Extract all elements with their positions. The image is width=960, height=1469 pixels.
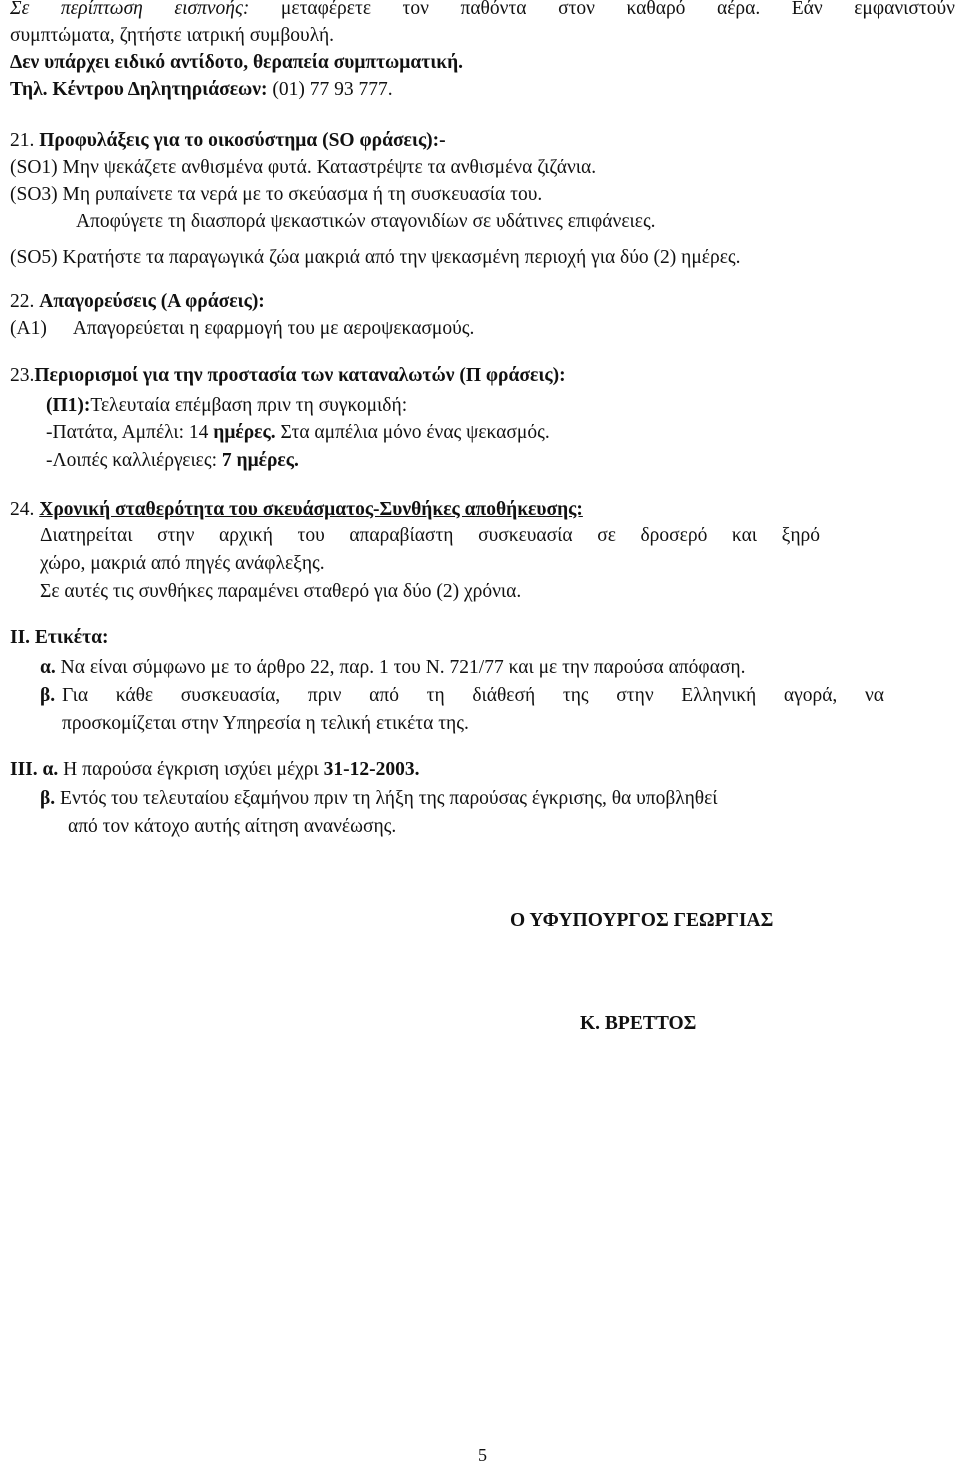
label-item-a-text: Να είναι σύμφωνο με το άρθρο 22, παρ. 1 του Ν. 721/77 και με την παρούσα απόφαση. — [55, 657, 746, 678]
validity-item-a — [10, 756, 420, 784]
label-item-a-mark: α. — [40, 657, 56, 678]
potato-vine-line — [46, 419, 550, 447]
validity-date: 31-12-2003. — [323, 759, 420, 780]
section-24-title: Χρονική σταθερότητα του σκευάσματος-Συνθήκες αποθήκευσης: — [39, 499, 583, 520]
label-item-b-mark: β. — [40, 685, 56, 706]
p1-code: (Π1): — [46, 395, 91, 416]
inhalation-text: μεταφέρετε τον παθόντα στον καθαρό αέρα. Εάν εμφανιστούν — [249, 0, 955, 19]
potato-vine-label: -Πατάτα, Αμπέλι: 14 — [46, 422, 214, 443]
antidote-note: Δεν υπάρχει ειδικό αντίδοτο, θεραπεία συμπτωματική. — [10, 52, 464, 73]
inhalation-continuation: συμπτώματα, ζητήστε ιατρική συμβουλή. — [10, 25, 335, 46]
other-crops-days: 7 ημέρες. — [221, 450, 299, 471]
potato-vine-note: Στα αμπέλια μόνο ένας ψεκασμός. — [275, 422, 550, 443]
section-21-title: Προφυλάξεις για το οικοσύστημα (SO φράσεις):- — [39, 130, 446, 151]
section-21-number: 21. — [10, 130, 35, 151]
so3-continuation: Αποφύγετε τη διασπορά ψεκαστικών σταγονιδίων σε υδάτινες επιφάνειες. — [76, 211, 656, 232]
signature-title: Ο ΥΦΥΠΟΥΡΓΟΣ ΓΕΩΡΓΙΑΣ — [510, 910, 774, 931]
validity-item-b-line-1: Εντός του τελευταίου εξαμήνου πριν τη λήξη της παρούσας έγκρισης, θα υποβληθεί — [55, 788, 718, 809]
storage-line-3: Σε αυτές τις συνθήκες παραμένει σταθερό για δύο (2) χρόνια. — [40, 581, 522, 602]
other-crops-line — [46, 447, 299, 475]
storage-line-2: χώρο, μακριά από πηγές ανάφλεξης. — [40, 553, 325, 574]
section-23-heading — [10, 362, 566, 390]
signature-name: Κ. ΒΡΕΤΤΟΣ — [580, 1013, 697, 1034]
section-23-title: Περιορισμοί για την προστασία των καταναλωτών (Π φράσεις): — [34, 365, 566, 386]
other-crops-label: -Λοιπές καλλιέργειες: — [46, 450, 222, 471]
section-23-number: 23. — [10, 365, 35, 386]
page-number: 5 — [478, 1445, 487, 1465]
poison-center-phone: (01) 77 93 777. — [267, 79, 393, 100]
section-21-heading — [10, 127, 446, 155]
label-item-b-line-2: προσκομίζεται στην Υπηρεσία η τελική ετικέτα της. — [62, 713, 469, 734]
label-item-b-line-1: Για κάθε συσκευασία, πριν από τη διάθεσή της στην Ελληνική αγορά, να — [62, 685, 884, 706]
inhalation-label: Σε περίπτωση εισπνοής: — [10, 0, 250, 19]
section-22-heading — [10, 288, 265, 316]
validity-item-a-text: Η παρούσα έγκριση ισχύει μέχρι — [58, 759, 324, 780]
a1-code: (Α1) — [10, 318, 47, 339]
p1-text: Τελευταία επέμβαση πριν τη συγκομιδή: — [90, 395, 408, 416]
so1-phrase: (SO1) Μην ψεκάζετε ανθισμένα φυτά. Καταστρέψτε τα ανθισμένα ζιζάνια. — [10, 157, 597, 178]
a1-phrase — [10, 315, 474, 343]
section-24-number: 24. — [10, 499, 35, 520]
validity-number: ΙΙΙ. — [10, 759, 38, 780]
validity-item-b-mark: β. — [40, 788, 56, 809]
p1-phrase — [46, 392, 407, 420]
potato-vine-days: ημέρες. — [213, 422, 276, 443]
section-22-title: Απαγορεύσεις (Α φράσεις): — [39, 291, 265, 312]
validity-item-b — [40, 785, 718, 813]
poison-center-label: Τηλ. Κέντρου Δηλητηριάσεων: — [10, 79, 268, 100]
storage-line-1: Διατηρείται στην αρχική του απαραβίαστη συσκευασία σε δροσερό και ξηρό — [40, 525, 820, 546]
section-24-heading — [10, 496, 583, 524]
a1-text: Απαγορεύεται η εφαρμογή του με αεροψεκασμούς. — [72, 318, 475, 339]
inhalation-line — [10, 0, 955, 23]
validity-item-b-line-2: από τον κάτοχο αυτής αίτηση ανανέωσης. — [68, 816, 397, 837]
poison-center-line — [10, 76, 393, 104]
so3-phrase: (SO3) Μη ρυπαίνετε τα νερά με το σκεύασμα ή τη συσκευασία του. — [10, 184, 543, 205]
section-22-number: 22. — [10, 291, 35, 312]
label-item-a — [40, 654, 746, 682]
validity-item-a-mark: α. — [42, 759, 59, 780]
label-section-title: ΙΙ. Ετικέτα: — [10, 627, 109, 648]
so5-phrase: (SO5) Κρατήστε τα παραγωγικά ζώα μακριά από την ψεκασμένη περιοχή για δύο (2) ημέρες. — [10, 247, 741, 268]
